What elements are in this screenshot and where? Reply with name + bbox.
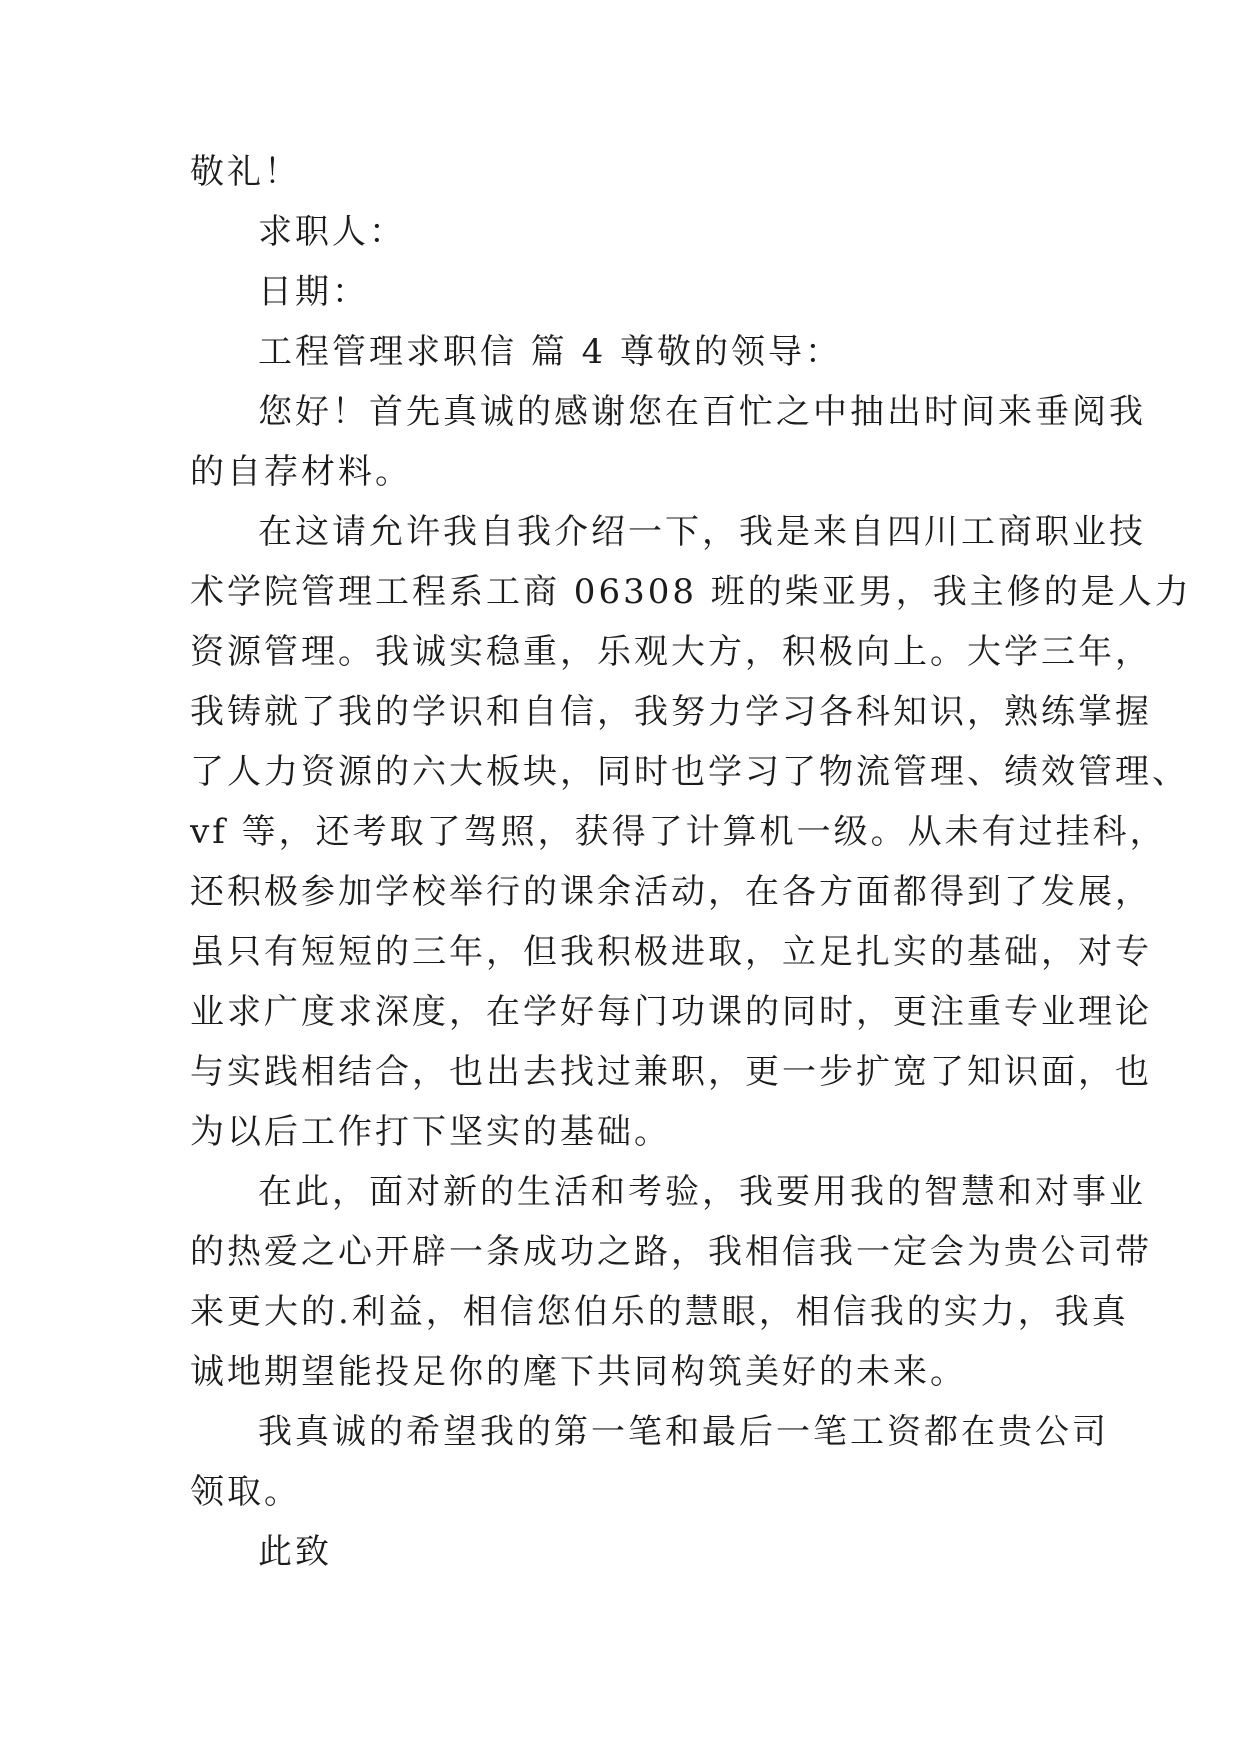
paragraph-line: 业求广度求深度，在学好每门功课的同时，更注重专业理论 xyxy=(190,992,1152,1032)
paragraph-line: 我真诚的希望我的第一笔和最后一笔工资都在贵公司 xyxy=(258,1412,1109,1452)
paragraph-line: 虽只有短短的三年，但我积极进取，立足扎实的基础，对专 xyxy=(190,932,1152,972)
paragraph-line: 在此，面对新的生活和考验，我要用我的智慧和对事业 xyxy=(258,1172,1146,1212)
paragraph-line: 还积极参加学校举行的课余活动，在各方面都得到了发展， xyxy=(190,872,1152,912)
paragraph-line: 术学院管理工程系工商 06308 班的柴亚男，我主修的是人力 xyxy=(190,572,1192,612)
applicant-label: 求职人： xyxy=(258,212,406,252)
date-label: 日期： xyxy=(258,272,369,312)
section-heading: 工程管理求职信 篇 4 尊敬的领导： xyxy=(258,332,843,372)
paragraph-line: 在这请允许我自我介绍一下，我是来自四川工商职业技 xyxy=(258,512,1146,552)
closing-salute: 敬礼！ xyxy=(190,152,301,192)
paragraph-line: 您好！首先真诚的感谢您在百忙之中抽出时间来垂阅我 xyxy=(258,392,1146,432)
paragraph-line: vf 等，还考取了驾照，获得了计算机一级。从未有过挂科， xyxy=(190,812,1167,852)
closing-line: 此致 xyxy=(258,1532,332,1572)
paragraph-line: 资源管理。我诚实稳重，乐观大方，积极向上。大学三年， xyxy=(190,632,1152,672)
paragraph-line: 的热爱之心开辟一条成功之路，我相信我一定会为贵公司带 xyxy=(190,1232,1152,1272)
paragraph-line: 了人力资源的六大板块，同时也学习了物流管理、绩效管理、 xyxy=(190,752,1189,792)
paragraph-line: 的自荐材料。 xyxy=(190,452,412,492)
paragraph-line: 我铸就了我的学识和自信，我努力学习各科知识，熟练掌握 xyxy=(190,692,1152,732)
paragraph-line: 来更大的.利益，相信您伯乐的慧眼，相信我的实力，我真 xyxy=(190,1292,1129,1332)
paragraph-line: 领取。 xyxy=(190,1472,301,1512)
paragraph-line: 与实践相结合，也出去找过兼职，更一步扩宽了知识面，也 xyxy=(190,1052,1152,1092)
paragraph-line: 诚地期望能投足你的麾下共同构筑美好的未来。 xyxy=(190,1352,967,1392)
paragraph-line: 为以后工作打下坚实的基础。 xyxy=(190,1112,671,1152)
